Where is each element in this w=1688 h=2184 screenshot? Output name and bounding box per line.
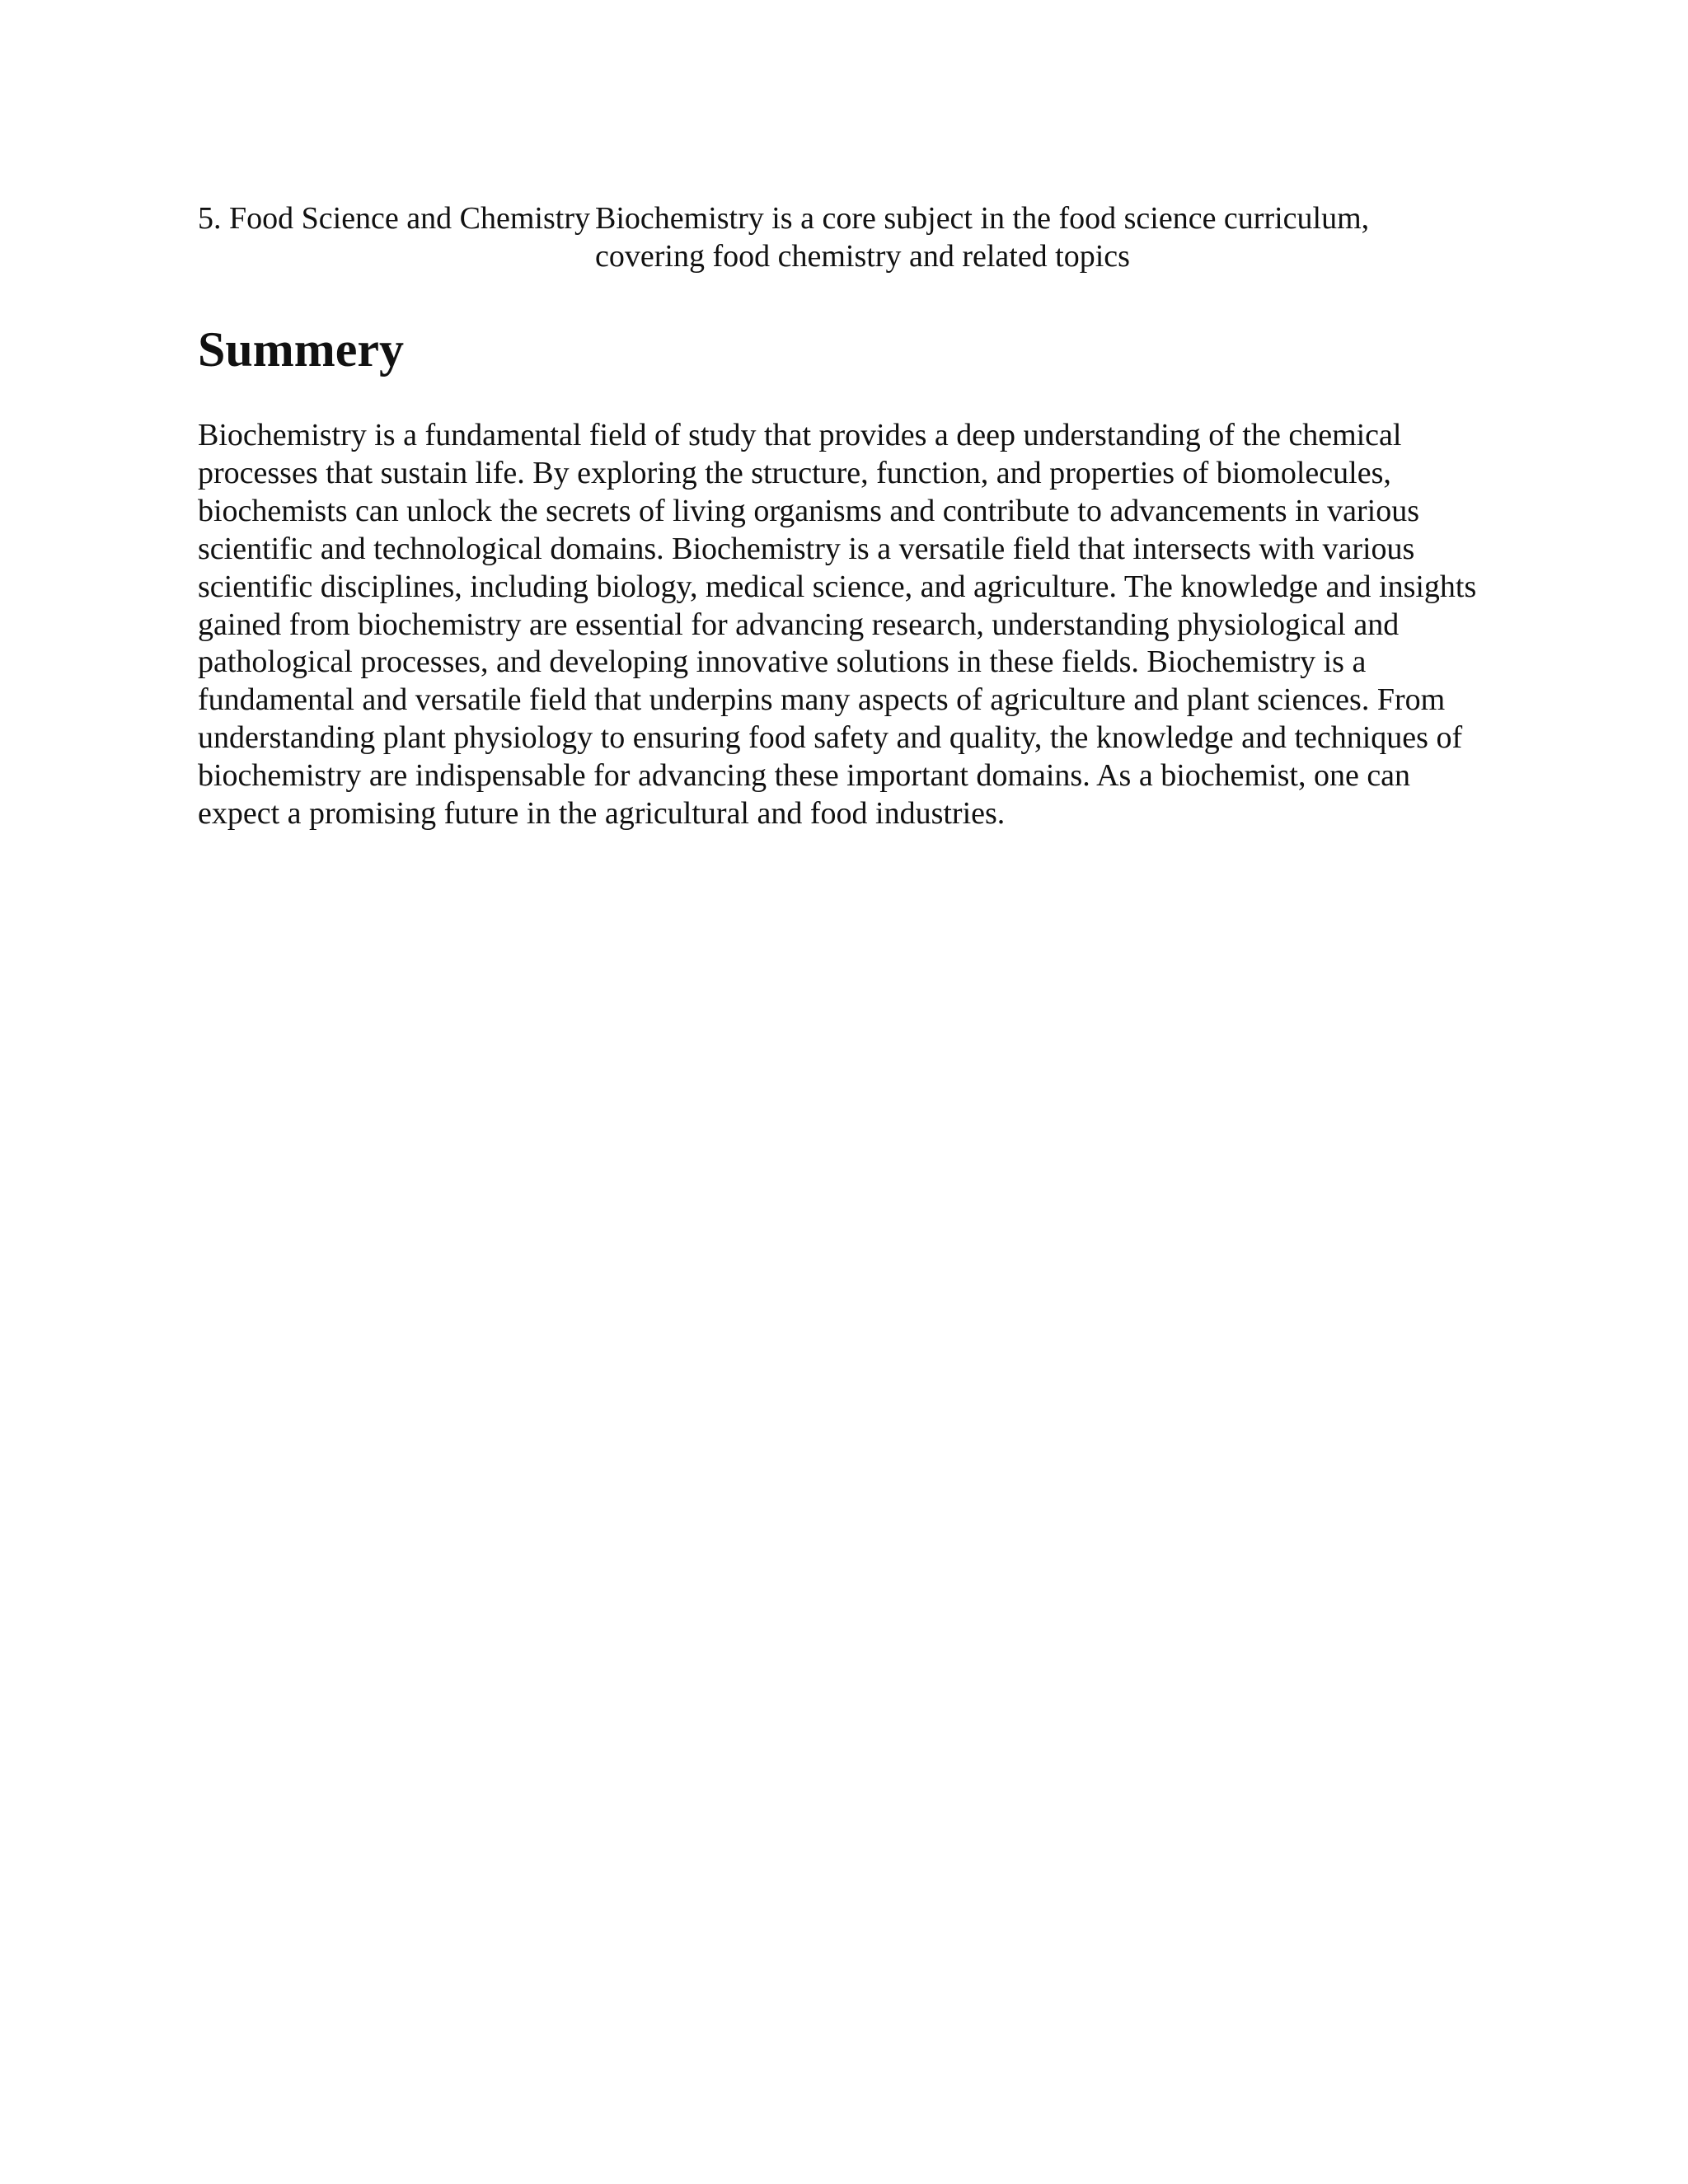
table-cell-description: Biochemistry is a core subject in the food science curriculum, covering food chemistry and related topics bbox=[595, 201, 1370, 274]
summary-paragraph: Biochemistry is a fundamental field of study that provides a deep understanding of the chemical processes that sustain life. By exploring the structure, function, and properties of biomolecules, biochemists can unlock the secrets of living organisms and contribute to advancements in various scientific and technological domains. Biochemistry is a versatile field that intersects with various scientific disciplines, including biology, medical science, and agriculture. The knowledge and insights gained from biochemistry are essential for advancing research, understanding physiological and pathological processes, and developing innovative solutions in these fields. Biochemistry is a fundamental and versatile field that underpins many aspects of agriculture and plant sciences. From understanding plant physiology to ensuring food safety and quality, the knowledge and techniques of biochemistry are indispensable for advancing these important domains. As a biochemist, one can expect a promising future in the agricultural and food industries. bbox=[198, 418, 1477, 832]
section-heading-summary: Summery bbox=[198, 322, 404, 377]
table-row bbox=[198, 199, 1484, 275]
table-cell-subject: 5. Food Science and Chemistry bbox=[198, 201, 590, 236]
